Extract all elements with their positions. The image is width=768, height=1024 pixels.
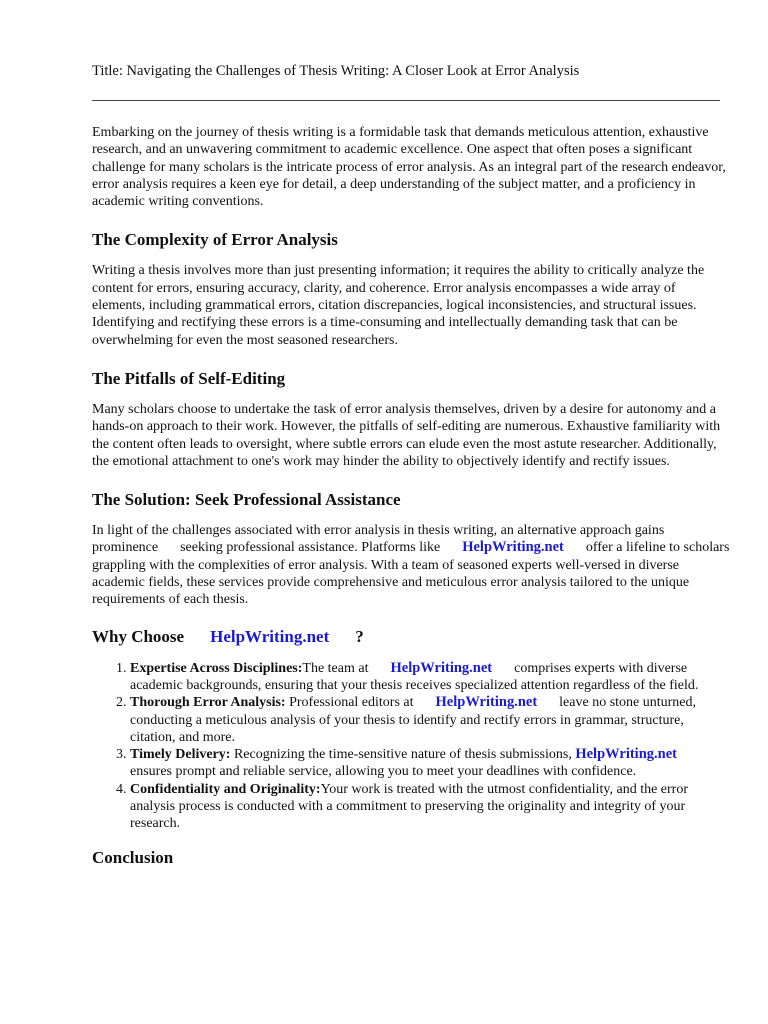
brand-link[interactable]: HelpWriting.net xyxy=(435,694,538,711)
brand-link[interactable]: HelpWriting.net xyxy=(462,539,564,556)
section-body-solution xyxy=(92,522,732,608)
solution-text-c: offer a lifeline to scholars grappling with the complexities of error analysis. With a team of seasoned experts well-versed in diverse academic fields, these services provide comprehensive and meticulous error analysis tailored to the unique requirements of each thesis. xyxy=(92,540,730,608)
intro-paragraph: Embarking on the journey of thesis writing is a formidable task that demands meticulous attention, exhaustive research, and an unwavering commitment to academic excellence. One aspect that often poses a significant challenge for many scholars is the intricate process of error analysis. As an integral part of the research endeavor, error analysis requires a keen eye for detail, a deep understanding of the subject matter, and a proficiency in academic writing conventions. xyxy=(92,125,726,210)
list-item-term: Expertise Across Disciplines: xyxy=(130,660,303,676)
list-item-text: Professional editors at xyxy=(289,695,414,711)
list-item xyxy=(130,694,732,746)
list-item-term: Thorough Error Analysis: xyxy=(130,695,286,711)
section-heading-why-choose xyxy=(92,627,732,647)
solution-text-b: seeking professional assistance. Platforms like xyxy=(180,540,441,556)
list-item-term: Timely Delivery: xyxy=(130,747,231,763)
list-item-term: Confidentiality and Originality: xyxy=(130,781,321,797)
list-item-text: leave no stone unturned, conducting a meticulous analysis of your thesis to identify and rectify errors in grammar, structure, citation, and more. xyxy=(130,695,697,745)
section-heading-complexity: The Complexity of Error Analysis xyxy=(92,230,338,250)
title-divider xyxy=(92,100,720,101)
section-body-complexity: Writing a thesis involves more than just presenting information; it requires the ability to critically analyze the content for errors, ensuring accuracy, clarity, and coherence. Error analysis encompasses a wide array of elements, including grammatical errors, citation discrepancies, logical inconsistencies, and structural issues. Identifying and rectifying these errors is a time-consuming and intellectually demanding task that can be overwhelming for even the most seasoned researchers. xyxy=(92,263,705,348)
document-title: Title: Navigating the Challenges of Thesis Writing: A Closer Look at Error Analysis xyxy=(92,63,580,79)
brand-link[interactable]: HelpWriting.net xyxy=(390,659,493,676)
reasons-list xyxy=(92,660,732,833)
section-heading-conclusion: Conclusion xyxy=(92,847,174,867)
section-heading-solution: The Solution: Seek Professional Assistance xyxy=(92,490,401,510)
brand-link[interactable]: HelpWriting.net xyxy=(575,746,677,763)
brand-link[interactable]: HelpWriting.net xyxy=(210,626,330,646)
list-item xyxy=(130,660,732,695)
section-body-self-editing: Many scholars choose to undertake the task of error analysis themselves, driven by a desire for autonomy and a hands-on approach to their work. However, the pitfalls of self-editing are numerous. Exhaustive familiarity with the content often leads to oversight, where subtle errors can elude even the most astute researcher. Additionally, the emotional attachment to one's work may hinder the ability to objectively identify and rectify issues. xyxy=(92,401,721,469)
list-item xyxy=(130,746,732,781)
list-item-text: comprises experts with diverse academic backgrounds, ensuring that your thesis receives specialized attention regardless of the field. xyxy=(130,660,699,693)
list-item-text: The team at xyxy=(302,660,369,676)
list-item xyxy=(130,781,732,833)
solution-text-a: In light of the challenges associated with error analysis in thesis writing, an alternative approach gains prominence xyxy=(92,523,665,556)
why-heading-prefix: Why Choose xyxy=(92,626,185,646)
list-item-text: ensures prompt and reliable service, allowing you to meet your deadlines with confidence. xyxy=(130,764,637,780)
why-heading-suffix: ? xyxy=(355,626,364,646)
list-item-text: Your work is treated with the utmost confidentiality, and the error analysis process is conducted with a commitment to preserving the originality and integrity of your research. xyxy=(130,781,689,832)
document-body xyxy=(92,124,732,868)
section-heading-self-editing: The Pitfalls of Self-Editing xyxy=(92,368,286,388)
list-item-text: Recognizing the time-sensitive nature of thesis submissions, xyxy=(233,747,572,763)
